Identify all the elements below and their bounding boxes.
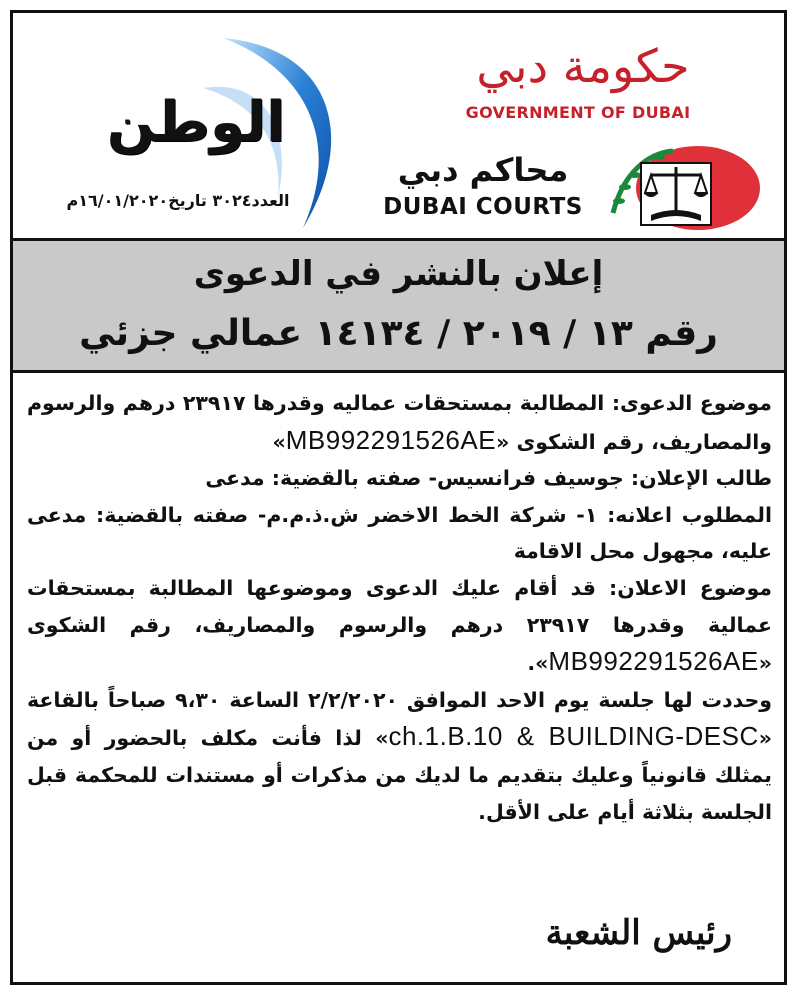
- announcement-frame: [10, 10, 787, 985]
- gov-name-en: GOVERNMENT OF DUBAI: [465, 103, 691, 122]
- courts-name: [378, 148, 588, 222]
- complaint-number: MB992291526AE: [285, 424, 497, 455]
- claimant: طالب الإعلان: جوسيف فرانسيس- صفته بالقضية: مدعى: [205, 466, 772, 491]
- gov-name-ar: حكومة دبي: [476, 39, 690, 93]
- respondent: المطلوب اعلانه: ١- شركة الخط الاخضر ش.ذ.م.م- صفته بالقضية: مدعى عليه، مجهول محل الاقامة: [27, 502, 772, 564]
- courts-name-en: DUBAI COURTS: [383, 194, 583, 220]
- notice-subject: [27, 570, 772, 682]
- hearing-text-close: » لذا فأنت مكلف بالحضور أو من يمثلك قانونياً وعليك بتقديم ما لديك من مذكرات أو مستندات للمحكمة قبل الجلسة بثلاثة أيام على الأقل.: [27, 726, 772, 824]
- notice-subject-close: ».: [527, 651, 549, 676]
- announcement-title: إعلان بالنشر في الدعوى: [193, 254, 604, 294]
- dubai-government-logo-icon: [453, 31, 703, 136]
- hall-name: ch.1.B.10 & BUILDING-DESC: [388, 721, 759, 752]
- signature: رئيس الشعبة: [545, 913, 732, 953]
- courts-name-ar: محاكم دبي: [397, 151, 569, 189]
- scales-of-justice-emblem-icon: [603, 143, 763, 233]
- notice-subject-text: موضوع الاعلان: قد أقام عليك الدعوى وموضوعها المطالبة بمستحقات عمالية وقدرها ٢٣٩١٧ درهم والرسوم والمصاريف، رقم الشكوى «: [27, 575, 773, 676]
- announcement-body: [27, 385, 772, 830]
- case-subject-text: موضوع الدعوى: المطالبة بمستحقات عماليه وقدرها ٢٣٩١٧ درهم والرسوم والمصاريف، رقم الشكوى «: [27, 391, 772, 454]
- issue-info: العدد٣٠٢٤ تاريخ١٦/٠١/٢٠٢٠م: [66, 191, 290, 210]
- case-subject: [27, 385, 772, 460]
- case-number: رقم ١٣ / ٢٠١٩ / ١٤١٣٤ عمالي جزئي: [79, 313, 718, 354]
- hearing-text: وحددت لها جلسة يوم الاحد الموافق ٢/٢/٢٠٢٠ الساعة ٩،٣٠ صباحاً بالقاعة «: [27, 687, 772, 751]
- complaint-number-repeat: MB992291526AE: [548, 646, 759, 677]
- title-band: [13, 238, 784, 373]
- case-subject-close: »: [272, 429, 286, 454]
- hearing-details: [27, 682, 772, 830]
- newspaper-name: الوطن: [106, 90, 286, 155]
- header: [13, 13, 784, 238]
